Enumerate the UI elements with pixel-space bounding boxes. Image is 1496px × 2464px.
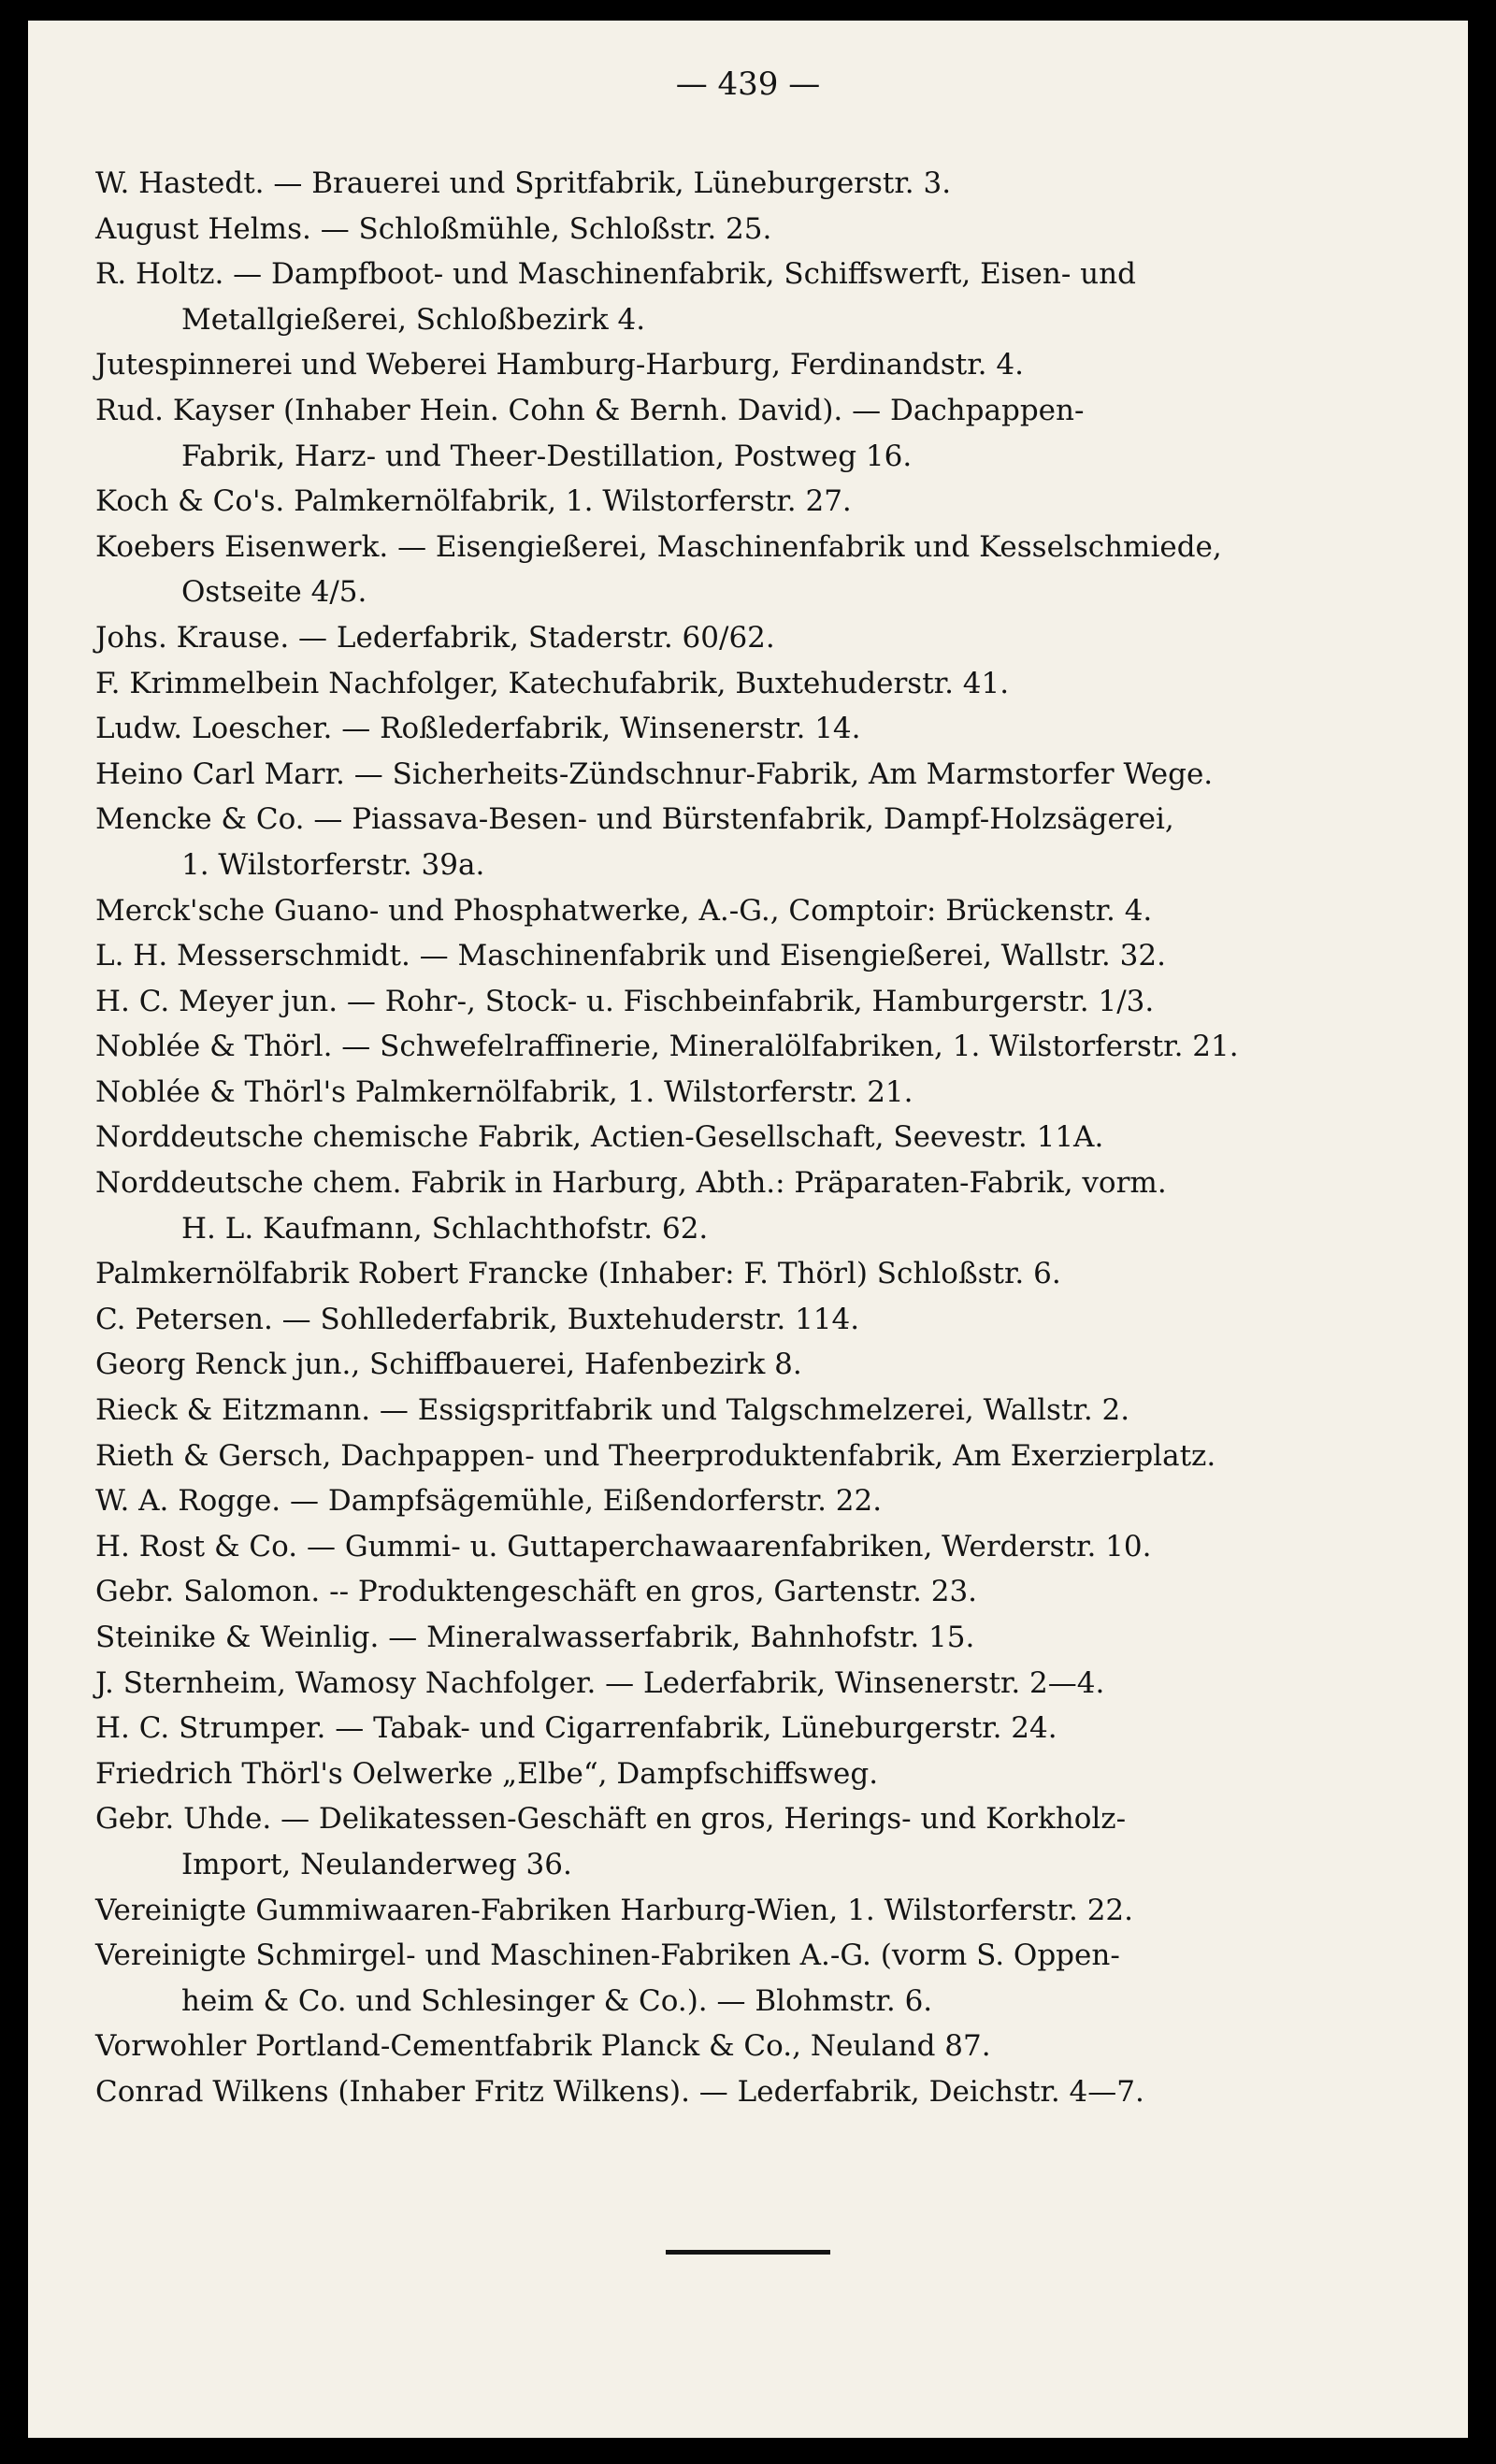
directory-entry	[95, 161, 1442, 207]
directory-entry	[95, 1115, 1442, 1160]
entry-line: R. Holtz. — Dampfboot- und Maschinenfabrik, Schiffswerft, Eisen- und	[95, 257, 1136, 292]
entry-line: W. A. Rogge. — Dampfsägemühle, Eißendorferstr. 22.	[95, 1484, 883, 1519]
directory-entry	[95, 706, 1442, 752]
entry-line: Import, Neulanderweg 36.	[181, 1847, 572, 1881]
entry-line: heim & Co. und Schlesinger & Co.). — Blohmstr. 6.	[181, 1983, 933, 2018]
entry-line: Koch & Co's. Palmkernölfabrik, 1. Wilstorferstr. 27.	[95, 484, 852, 519]
directory-entry	[95, 342, 1442, 388]
directory-entry	[95, 1524, 1442, 1570]
entry-line: J. Sternheim, Wamosy Nachfolger. — Lederfabrik, Winsenerstr. 2—4.	[95, 1665, 1105, 1700]
entry-line: Fabrik, Harz- und Theer-Destillation, Postweg 16.	[181, 439, 913, 473]
entry-line: Rud. Kayser (Inhaber Hein. Cohn & Bernh. David). — Dachpappen-	[95, 393, 1085, 427]
directory-entry	[95, 1388, 1442, 1434]
entry-line: Jutespinnerei und Weberei Hamburg-Harburg, Ferdinandstr. 4.	[95, 348, 1024, 382]
directory-entry	[95, 1933, 1442, 2024]
directory-entry	[95, 752, 1442, 798]
entry-line: Vereinigte Gummiwaaren-Fabriken Harburg-Wien, 1. Wilstorferstr. 22.	[95, 1893, 1133, 1927]
entry-line: Heino Carl Marr. — Sicherheits-Zündschnur-Fabrik, Am Marmstorfer Wege.	[95, 756, 1214, 791]
directory-entry	[95, 1478, 1442, 1524]
directory-entry	[95, 252, 1442, 342]
directory-entry	[95, 1661, 1442, 1707]
directory-entry	[95, 1434, 1442, 1479]
directory-entry	[95, 1024, 1442, 1070]
directory-entry	[95, 1796, 1442, 1887]
entry-line: Palmkernölfabrik Robert Francke (Inhaber: F. Thörl) Schloßstr. 6.	[95, 1257, 1061, 1291]
directory-entry	[95, 388, 1442, 479]
entry-line: F. Krimmelbein Nachfolger, Katechufabrik, Buxtehuderstr. 41.	[95, 666, 1010, 700]
entry-line: Friedrich Thörl's Oelwerke „Elbe“, Dampfschiffsweg.	[95, 1756, 879, 1791]
directory-entry	[95, 1297, 1442, 1343]
entry-line: C. Petersen. — Sohllederfabrik, Buxtehuderstr. 114.	[95, 1302, 860, 1336]
directory-entry	[95, 888, 1442, 934]
entry-line: Merck'sche Guano- und Phosphatwerke, A.-G., Comptoir: Brückenstr. 4.	[95, 893, 1153, 928]
entry-line: Georg Renck jun., Schiffbauerei, Hafenbezirk 8.	[95, 1347, 802, 1382]
page-number: — 439 —	[675, 65, 821, 103]
directory-entry	[95, 1160, 1442, 1251]
entry-line: Koebers Eisenwerk. — Eisengießerei, Maschinenfabrik und Kesselschmiede,	[95, 529, 1222, 564]
directory-entry	[95, 615, 1442, 661]
directory-entry	[95, 979, 1442, 1025]
entry-line: Rieck & Eitzmann. — Essigspritfabrik und Talgschmelzerei, Wallstr. 2.	[95, 1393, 1130, 1428]
directory-entry	[95, 661, 1442, 707]
entry-line: Noblée & Thörl's Palmkernölfabrik, 1. Wilstorferstr. 21.	[95, 1074, 913, 1109]
directory-entry	[95, 933, 1442, 979]
entry-line: Norddeutsche chem. Fabrik in Harburg, Abth.: Präparaten-Fabrik, vorm.	[95, 1166, 1167, 1201]
end-rule	[666, 2250, 830, 2255]
directory-entry	[95, 1251, 1442, 1297]
directory-entry	[95, 1888, 1442, 1934]
entry-line: Mencke & Co. — Piassava-Besen- und Bürstenfabrik, Dampf-Holzsägerei,	[95, 802, 1174, 837]
entry-line: Vorwohler Portland-Cementfabrik Planck & Co., Neuland 87.	[95, 2029, 991, 2064]
entry-line: H. L. Kaufmann, Schlachthofstr. 62.	[181, 1211, 709, 1246]
directory-entry	[95, 2024, 1442, 2069]
entry-line: Johs. Krause. — Lederfabrik, Staderstr. 60/62.	[95, 620, 775, 655]
book-page	[28, 21, 1468, 2438]
directory-entry	[95, 1615, 1442, 1661]
directory-entry	[95, 525, 1442, 615]
entry-line: Gebr. Uhde. — Delikatessen-Geschäft en gros, Herings- und Korkholz-	[95, 1802, 1127, 1837]
entry-line: Rieth & Gersch, Dachpappen- und Theerproduktenfabrik, Am Exerzierplatz.	[95, 1438, 1216, 1473]
directory-entry	[95, 1706, 1442, 1751]
entry-line: Metallgießerei, Schloßbezirk 4.	[181, 302, 646, 337]
entry-line: H. Rost & Co. — Gummi- u. Guttaperchawaarenfabriken, Werderstr. 10.	[95, 1529, 1152, 1563]
directory-entry	[95, 1751, 1442, 1797]
directory-entry	[95, 2069, 1442, 2115]
entry-line: Ludw. Loescher. — Roßlederfabrik, Winsenerstr. 14.	[95, 712, 861, 746]
entry-line: Ostseite 4/5.	[181, 575, 367, 610]
directory-entry	[95, 1342, 1442, 1388]
entry-line: Conrad Wilkens (Inhaber Fritz Wilkens). — Lederfabrik, Deichstr. 4—7.	[95, 2074, 1144, 2109]
entry-line: Gebr. Salomon. -- Produktengeschäft en gros, Gartenstr. 23.	[95, 1575, 978, 1609]
entry-line: 1. Wilstorferstr. 39a.	[181, 847, 485, 882]
entry-line: W. Hastedt. — Brauerei und Spritfabrik, Lüneburgerstr. 3.	[95, 166, 952, 200]
entry-line: Noblée & Thörl. — Schwefelraffinerie, Mineralölfabriken, 1. Wilstorferstr. 21.	[95, 1030, 1239, 1064]
directory-entry	[95, 479, 1442, 525]
entry-line: L. H. Messerschmidt. — Maschinenfabrik und Eisengießerei, Wallstr. 32.	[95, 939, 1166, 973]
entry-line: Vereinigte Schmirgel- und Maschinen-Fabriken A.-G. (vorm S. Oppen-	[95, 1938, 1120, 1973]
entry-line: August Helms. — Schloßmühle, Schloßstr. 25.	[95, 211, 772, 246]
entry-line: Norddeutsche chemische Fabrik, Actien-Gesellschaft, Seevestr. 11A.	[95, 1120, 1104, 1155]
directory-entry	[95, 207, 1442, 252]
entry-line: Steinike & Weinlig. — Mineralwasserfabrik, Bahnhofstr. 15.	[95, 1621, 975, 1654]
entry-line: H. C. Meyer jun. — Rohr-, Stock- u. Fischbeinfabrik, Hamburgerstr. 1/3.	[95, 984, 1155, 1018]
directory-entry	[95, 797, 1442, 887]
directory-entry	[95, 1070, 1442, 1116]
directory-entry-list	[95, 161, 1442, 2115]
directory-entry	[95, 1569, 1442, 1615]
entry-line: H. C. Strumper. — Tabak- und Cigarrenfabrik, Lüneburgerstr. 24.	[95, 1711, 1057, 1746]
